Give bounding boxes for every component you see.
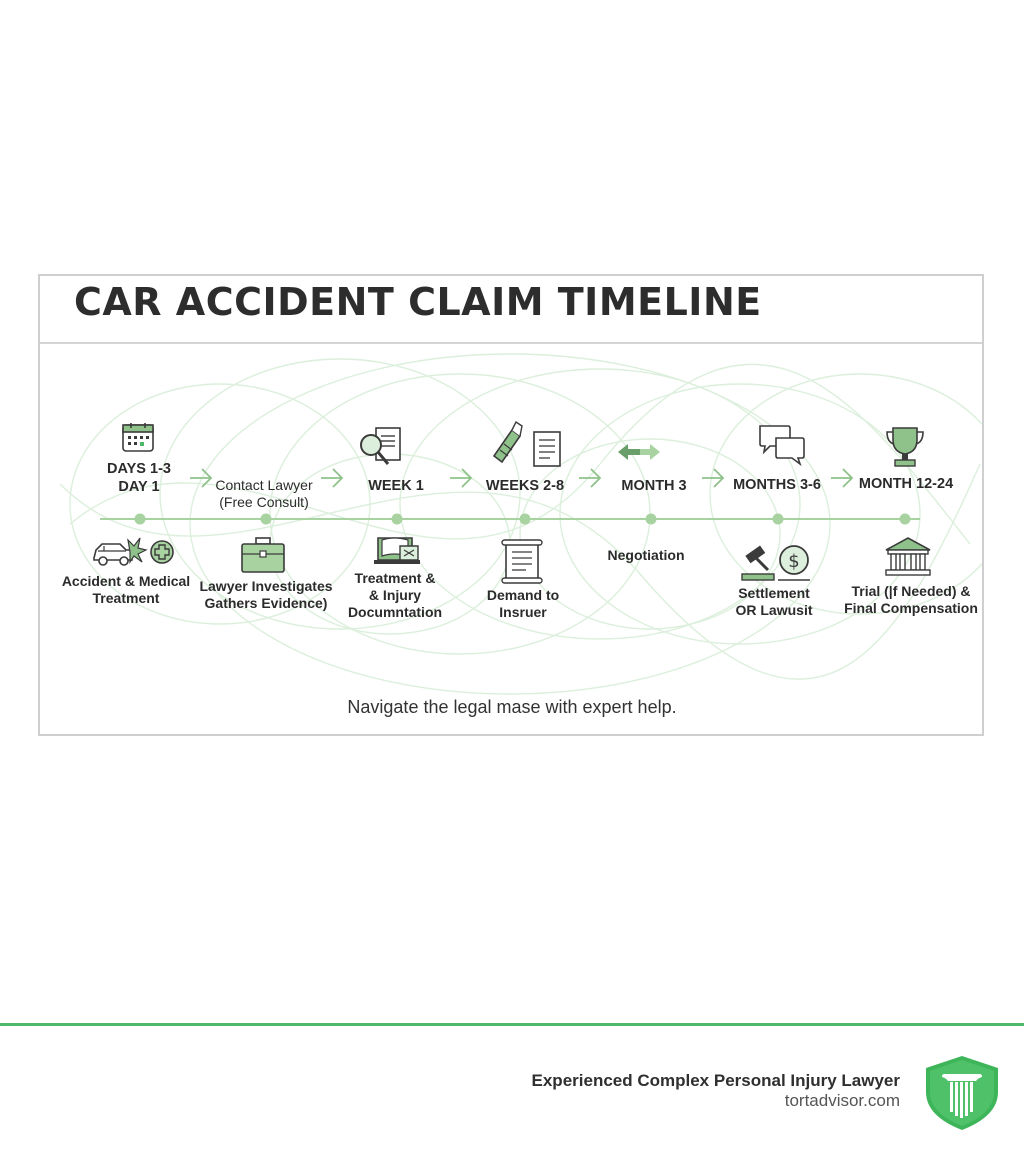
trophy-icon (887, 428, 923, 466)
timeline-graphic (40, 276, 984, 736)
phase-days-1-3: DAYS 1-3 DAY 1 (107, 461, 171, 495)
step-lawyer-investigates: Lawyer Investigateѕ Gathers Evidence) (199, 578, 333, 611)
timeline-card (38, 274, 984, 736)
step-negotiation: Negotiation (607, 547, 685, 563)
timeline-dot (646, 514, 657, 525)
phase-weeks-2-8: WEEKS 2-8 (485, 478, 565, 494)
documentation-icon (374, 538, 420, 564)
footer-title: Experienced Complex Personal Injury Lawyer (531, 1071, 900, 1090)
chevron-right-icon (579, 469, 600, 487)
tagline: Navigate the legal mase with expert help. (347, 697, 677, 717)
phase-month-12-24: MONTH 12-24 (858, 476, 954, 492)
svg-text:$: $ (788, 551, 800, 572)
footer-url: tortadvisor.com (784, 1091, 900, 1110)
shield-logo (922, 1054, 1002, 1132)
phase-month-3: MONTH 3 (621, 478, 687, 494)
step-accident-medical: Accident & Medical Treatment (61, 573, 191, 606)
speech-bubbles-icon (760, 426, 804, 464)
chevron-right-icon (702, 469, 723, 487)
phase-week-1: WEEK 1 (368, 478, 424, 494)
step-settlement-lawsuit: Settlement OR Lawusit (735, 585, 813, 618)
phase-contact-lawyer: Contact Lawyer (Free Consult) (215, 477, 313, 510)
page-title: CAR ACCIDENT CLAIM TIMELINE (74, 280, 762, 324)
chevron-right-icon (450, 469, 471, 487)
chevron-right-icon (321, 469, 342, 487)
step-treatment-documentation: Treatment & & Injury Documntation (347, 570, 443, 620)
phase-months-3-6: MONTHS 3-6 (733, 477, 821, 493)
scroll-icon (502, 540, 542, 583)
cast-document-icon (494, 422, 560, 466)
timeline-dot (135, 514, 146, 525)
timeline-dot (773, 514, 784, 525)
double-arrow-icon (618, 444, 660, 460)
car-crash-medical-icon (94, 538, 173, 565)
gavel-dollar-icon (742, 546, 810, 580)
timeline-dot (392, 514, 403, 525)
timeline-dot (520, 514, 531, 525)
step-demand-insurer: Demand to Insruer (486, 587, 560, 620)
chevron-right-icon (190, 469, 211, 487)
chevron-right-icon (831, 469, 852, 487)
magnifier-document-icon (361, 428, 400, 464)
footer-divider (0, 1023, 1024, 1026)
step-trial-compensation: Trial (|f Needed) & Final Compensation (844, 583, 978, 616)
calendar-icon (123, 423, 153, 451)
timeline-dot (900, 514, 911, 525)
courthouse-icon (886, 538, 930, 575)
briefcase-icon (242, 538, 284, 572)
timeline-dot (261, 514, 272, 525)
